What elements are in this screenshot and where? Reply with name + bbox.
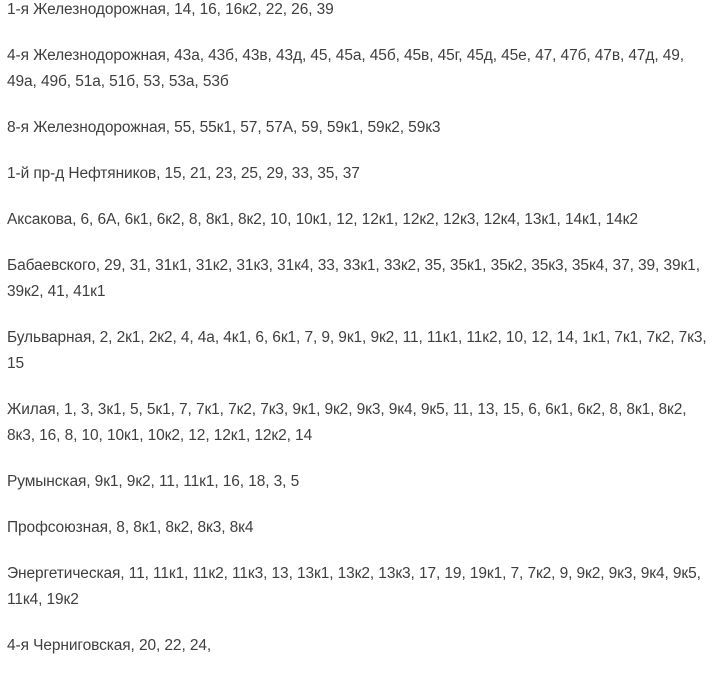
address-item-neftyanikov: 1-й пр-д Нефтяников, 15, 21, 23, 25, 29, 33, 35, 37 (7, 165, 360, 182)
address-item-babaevskogo: Бабаевского, 29, 31, 31к1, 31к2, 31к3, 31к4, 33, 33к1, 33к2, 35, 35к1, 35к2, 35к3, 35к4, 37, 39, 39к1, 39к2, 41, 41к1 (7, 257, 700, 300)
address-item-zheleznodorozhnaya-4: 4-я Железнодорожная, 43а, 43б, 43в, 43д, 45, 45а, 45б, 45в, 45г, 45д, 45е, 47, 47б, 47в, 47д, 49, 49а, 49б, 51а, 51б, 53, 53а, 53б (7, 47, 685, 90)
address-list (7, 0, 707, 679)
address-item-profsoyuznaya: Профсоюзная, 8, 8к1, 8к2, 8к3, 8к4 (7, 519, 254, 536)
address-item-zheleznodorozhnaya-1: 1-я Железнодорожная, 14, 16, 16к2, 22, 26, 39 (7, 1, 334, 18)
address-item-zheleznodorozhnaya-8: 8-я Железнодорожная, 55, 55к1, 57, 57А, 59, 59к1, 59к2, 59к3 (7, 119, 441, 136)
address-item-rumynskaya: Румынская, 9к1, 9к2, 11, 11к1, 16, 18, 3, 5 (7, 473, 300, 490)
address-item-zhilaya: Жилая, 1, 3, 3к1, 5, 5к1, 7, 7к1, 7к2, 7к3, 9к1, 9к2, 9к3, 9к4, 9к5, 11, 13, 15, 6, 6к1, 6к2, 8, 8к1, 8к2, 8к3, 16, 8, 10, 10к1, 10к2, 12, 12к1, 12к2, 14 (7, 401, 687, 444)
address-item-energeticheskaya: Энергетическая, 11, 11к1, 11к2, 11к3, 13, 13к1, 13к2, 13к3, 17, 19, 19к1, 7, 7к2, 9, 9к2, 9к3, 9к4, 9к5, 11к4, 19к2 (7, 565, 701, 608)
address-item-bulvarnaya: Бульварная, 2, 2к1, 2к2, 4, 4а, 4к1, 6, 6к1, 7, 9, 9к1, 9к2, 11, 11к1, 11к2, 10, 12, 14, 1к1, 7к1, 7к2, 7к3, 15 (7, 329, 707, 372)
address-item-chernigovskaya-4: 4-я Черниговская, 20, 22, 24, (7, 637, 212, 654)
address-item-aksakova: Аксакова, 6, 6А, 6к1, 6к2, 8, 8к1, 8к2, 10, 10к1, 12, 12к1, 12к2, 12к3, 12к4, 13к1, 14к1, 14к2 (7, 211, 638, 228)
